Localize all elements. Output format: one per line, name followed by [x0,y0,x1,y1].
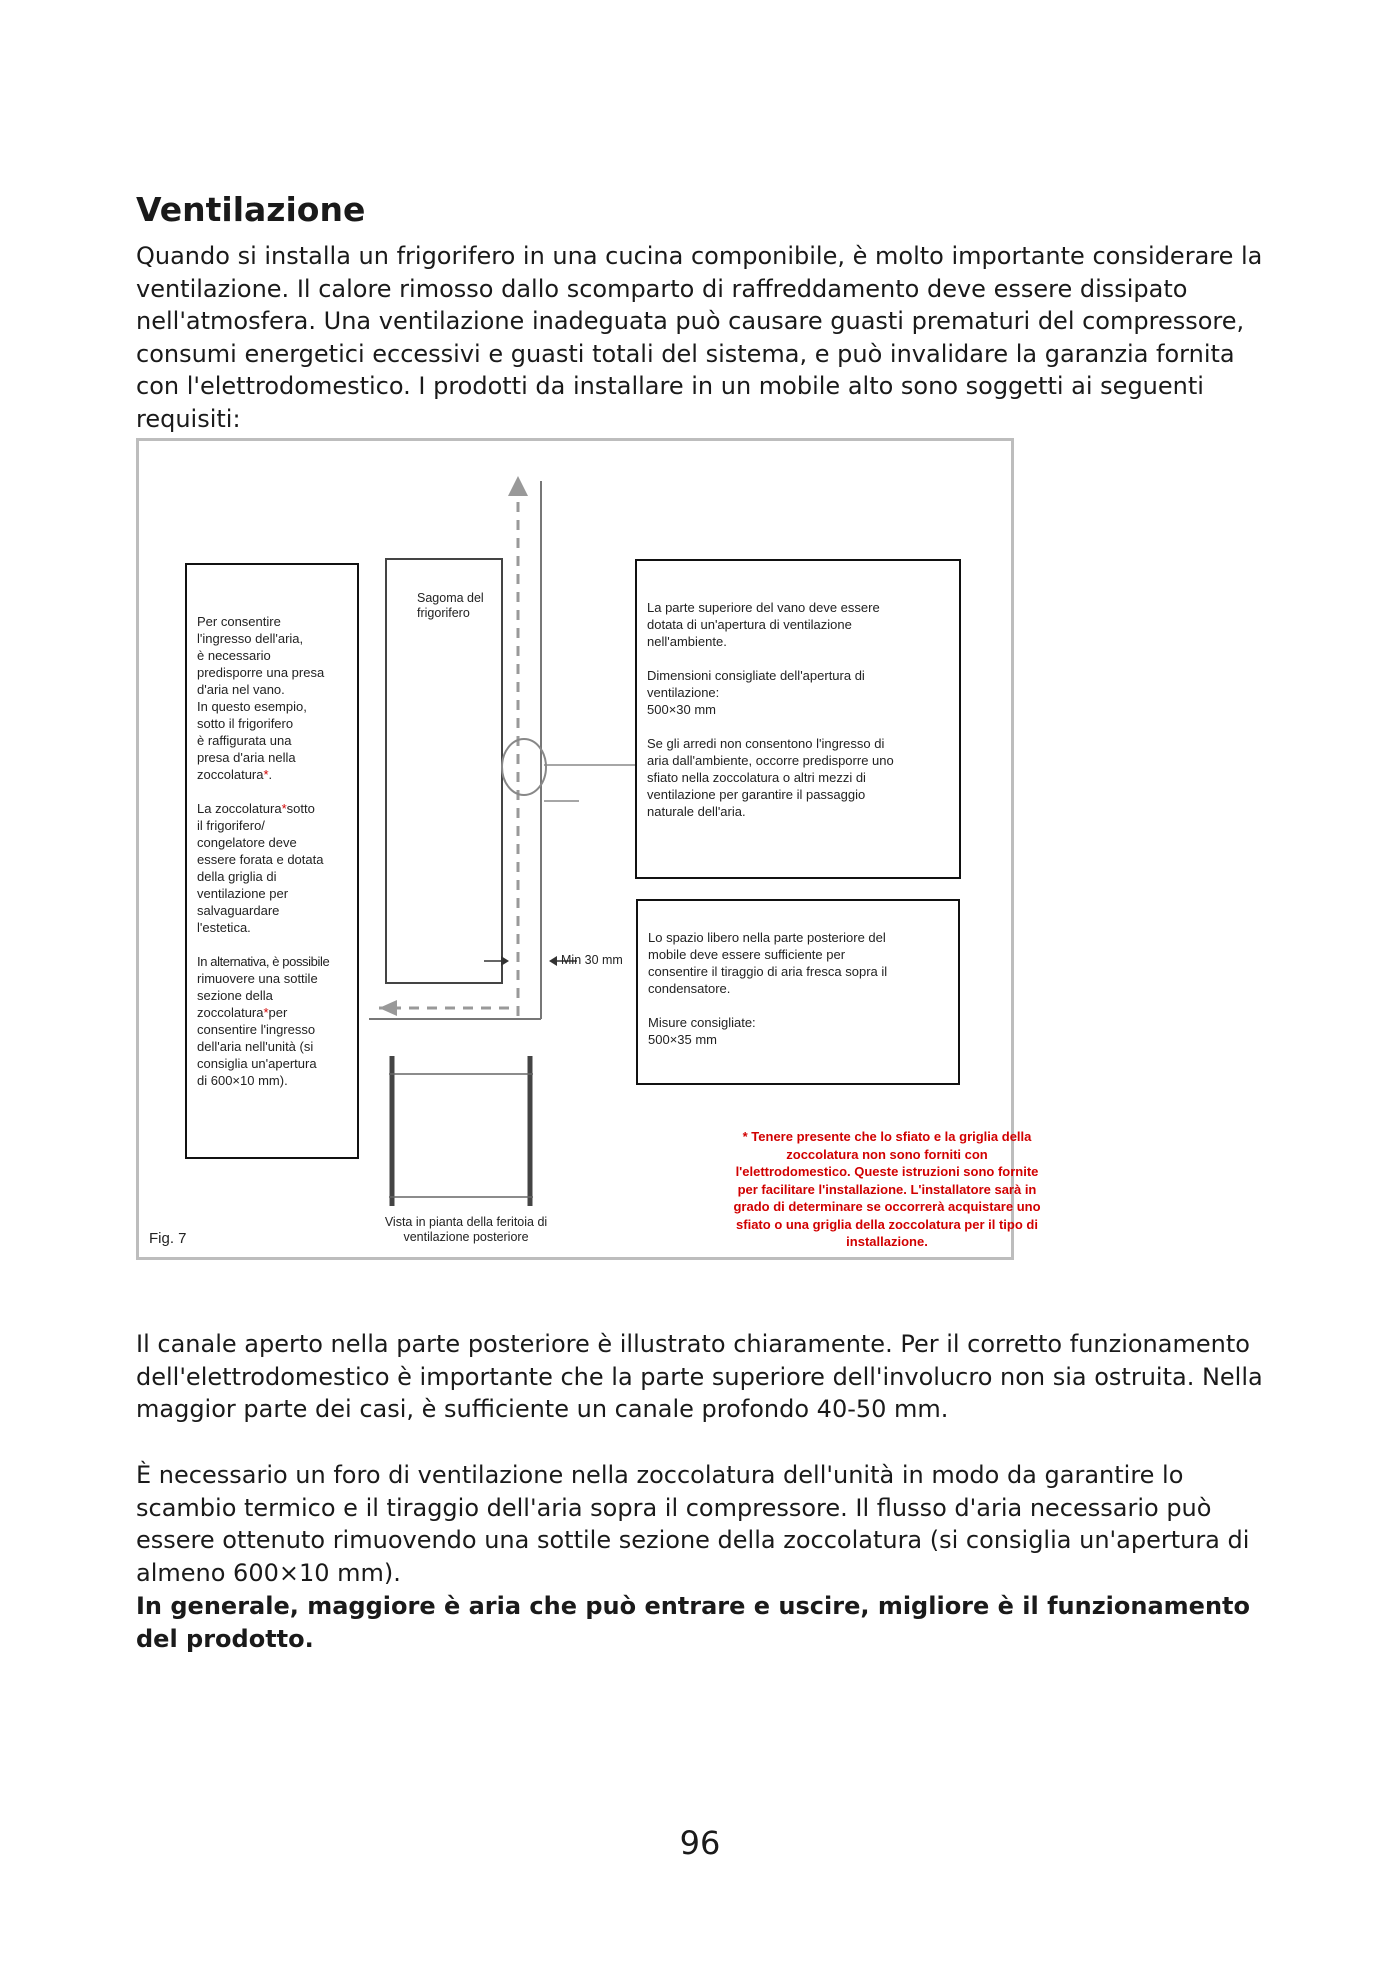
left-box-line: è raffigurata una [197,733,292,748]
min-gap-label: Min 30 mm [561,953,623,967]
body-paragraph-summary: In generale, maggiore è aria che può entrare e uscire, migliore è il funzionamento del prodotto. [136,1592,1250,1653]
top-right-info-box [635,559,961,879]
left-box-line: l'ingresso dell'aria, [197,631,304,646]
left-box-line: consiglia un'apertura [197,1056,317,1071]
left-box-line: In alternativa, è possibile [197,954,330,969]
asterisk-mark: * [263,767,269,782]
left-box-line: Per consentire [197,614,281,629]
left-box-line: salvaguardare [197,903,280,918]
box-line: aria dall'ambiente, occorre predisporre uno [647,753,894,768]
asterisk-mark: * [263,1005,269,1020]
box-line: ventilazione: [647,685,720,700]
section-title: Ventilazione [136,190,366,229]
left-box-line: il frigorifero/ [197,818,265,833]
left-box-line: d'aria nel vano. [197,682,285,697]
left-box-line: In questo esempio, [197,699,307,714]
body-paragraph-vent-hole: È necessario un foro di ventilazione nella zoccolatura dell'unità in modo da garantire lo scambio termico e il tiraggio dell'aria sopra il compressore. Il flusso d'aria necessario può essere ottenuto rimuovendo una sottile sezione della zoccolatura (si consiglia un'apertura di almeno 600×10 mm). [136,1461,1250,1587]
left-box-line: essere forata e dotata [197,852,324,867]
left-box-line: di 600×10 mm). [197,1073,288,1088]
plan-view-label: Vista in pianta della feritoia di ventilazione posteriore [384,1215,548,1244]
left-box-line: è necessario [197,648,271,663]
box-line: Se gli arredi non consentono l'ingresso di [647,736,885,751]
left-box-line: della griglia di [197,869,277,884]
left-box-line: l'estetica. [197,920,251,935]
box-line: ventilazione per garantire il passaggio [647,787,866,802]
body-paragraph-channel: Il canale aperto nella parte posteriore è illustrato chiaramente. Per il corretto funzionamento dell'elettrodomestico è importante che la parte superiore dell'involucro non sia ostruita. Nella maggior parte dei casi, è sufficiente un canale profondo 40-50 mm. [136,1330,1263,1423]
box-line: Misure consigliate: [648,1015,756,1030]
asterisk-mark: * [281,801,287,816]
left-box-line: dell'aria nell'unità (si [197,1039,314,1054]
box-line: Lo spazio libero nella parte posteriore del [648,930,886,945]
left-box-line: zoccolatura*per [197,1005,288,1020]
box-line: Dimensioni consigliate dell'apertura di [647,668,865,683]
left-box-line: sezione della [197,988,273,1003]
box-line: 500×30 mm [647,702,717,717]
left-box-line: zoccolatura*. [197,767,273,782]
box-line: La parte superiore del vano deve essere [647,600,880,615]
intro-paragraph: Quando si installa un frigorifero in una cucina componibile, è molto importante considerare la ventilazione. Il calore rimosso dallo scomparto di raffreddamento deve essere dissipato nell'atmosfera. Una ventilazione inadeguata può causare guasti prematuri del compressore, consumi energetici eccessivi e guasti totali del sistema, e può invalidare la garanzia fornita con l'elettrodomestico. I prodotti da installare in un mobile alto sono soggetti ai seguenti requisiti: [136,242,1263,433]
bottom-right-info-box [636,899,960,1085]
box-line: consentire il tiraggio di aria fresca sopra il [648,964,888,979]
box-line: dotata di un'apertura di ventilazione [647,617,852,632]
figure-7 [136,438,1041,1260]
box-line: sfiato nella zoccolatura o altri mezzi di [647,770,866,785]
left-info-box [185,563,359,1159]
left-box-line: predisporre una presa [197,665,325,680]
box-line: nell'ambiente. [647,634,727,649]
left-box-line: consentire l'ingresso [197,1022,316,1037]
fridge-outline-label: Sagoma del frigorifero [417,591,484,620]
left-box-line: sotto il frigorifero [197,716,294,731]
left-box-line: presa d'aria nella [197,750,296,765]
left-box-line: La zoccolatura*sotto [197,801,315,816]
left-box-line: congelatore deve [197,835,297,850]
left-box-line: ventilazione per [197,886,289,901]
box-line: condensatore. [648,981,731,996]
installation-note: * Tenere presente che lo sfiato e la griglia della zoccolatura non sono forniti con l'elettrodomestico. Queste istruzioni sono fornite per facilitare l'installazione. L'installatore sarà in grado di determinare se occorrerà acquistare uno sfiato o una griglia della zoccolatura per il tipo di installazione. [733,1129,1041,1249]
box-line: mobile deve essere sufficiente per [648,947,846,962]
box-line: naturale dell'aria. [647,804,746,819]
left-box-line: rimuovere una sottile [197,971,318,986]
box-line: 500×35 mm [648,1032,718,1047]
page-number: 96 [679,1824,721,1862]
figure-label: Fig. 7 [149,1230,187,1247]
